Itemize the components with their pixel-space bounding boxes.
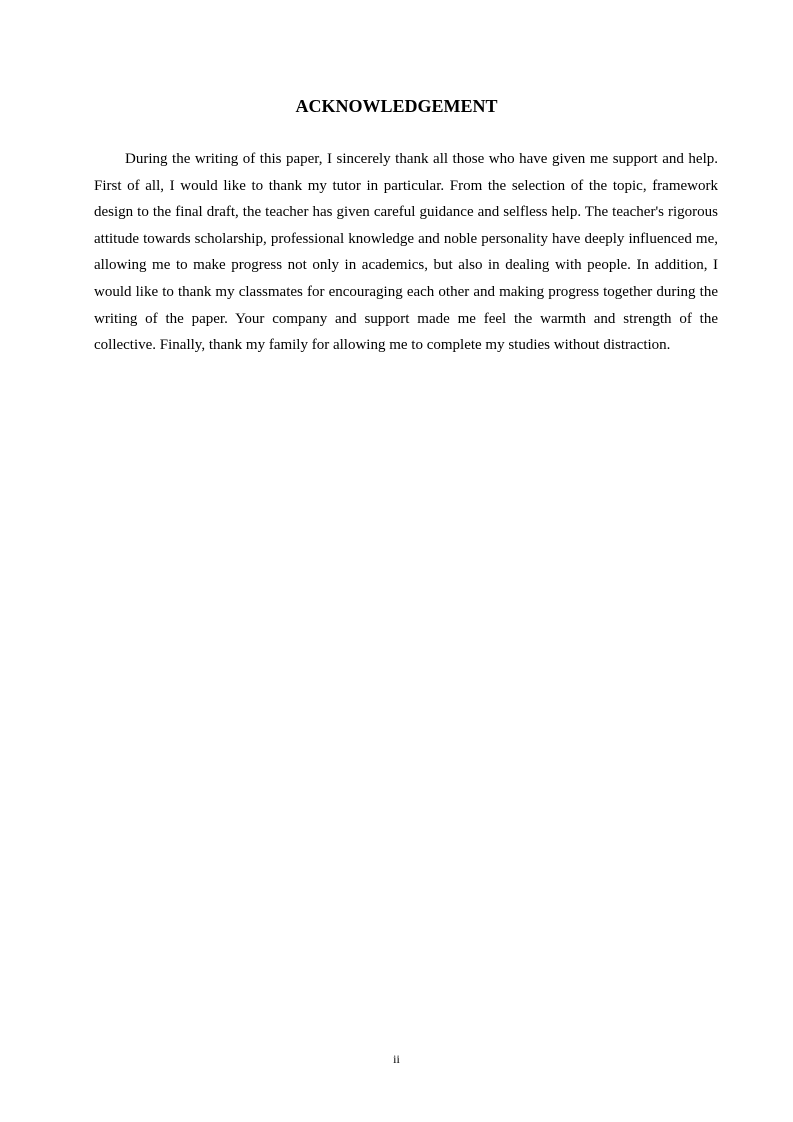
acknowledgement-paragraph: During the writing of this paper, I sincerely thank all those who have given me support and help. First of all, I would like to thank my tutor in particular. From the selection of the topic, framework design to the final draft, the teacher has given careful guidance and selfless help. The teacher's rigorous attitude towards scholarship, professional knowledge and noble personality have deeply influenced me, allowing me to make progress not only in academics, but also in dealing with people. In addition, I would like to thank my classmates for encouraging each other and making progress together during the writing of the paper. Your company and support made me feel the warmth and strength of the collective. Finally, thank my family for allowing me to complete my studies without distraction. [94,151,718,354]
page-number: ii [393,1052,400,1066]
page-title: ACKNOWLEDGEMENT [295,96,498,116]
